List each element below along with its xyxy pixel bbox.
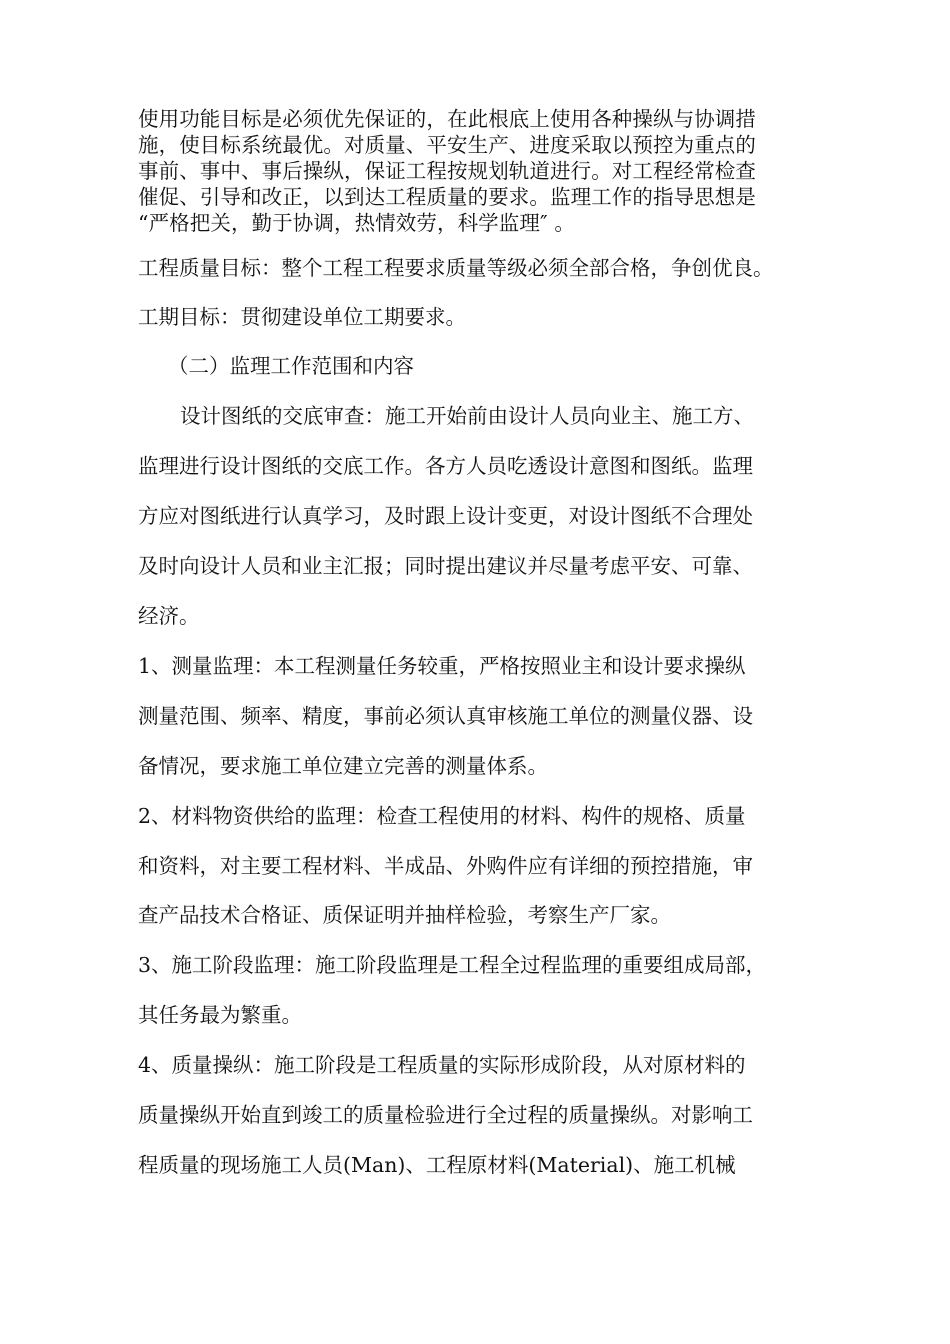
paragraph-line: 4、质量操纵：施工阶段是工程质量的实际形成阶段，从对原材料的	[138, 1053, 746, 1077]
paragraph-line: 施，使目标系统最优。对质量、平安生产、进度采取以预控为重点的	[138, 133, 756, 157]
paragraph-line: “严格把关，勤于协调，热情效劳，科学监理″ 。	[138, 211, 575, 235]
paragraph-line: 2、材料物资供给的监理：检查工程使用的材料、构件的规格、质量	[138, 804, 746, 828]
paragraph-line: 设计图纸的交底审查：施工开始前由设计人员向业主、施工方、	[180, 404, 754, 428]
paragraph-line: 经济。	[138, 604, 200, 628]
paragraph-line: 测量范围、频率、精度，事前必须认真审核施工单位的测量仪器、设	[138, 704, 753, 728]
paragraph-line: 查产品技术合格证、质保证明并抽样检验，考察生产厂家。	[138, 903, 671, 927]
paragraph-line: 1、测量监理：本工程测量任务较重，严格按照业主和设计要求操纵	[138, 654, 746, 678]
paragraph-line: 3、施工阶段监理：施工阶段监理是工程全过程监理的重要组成局部，	[138, 953, 767, 977]
paragraph-line: 和资料，对主要工程材料、半成品、外购件应有详细的预控措施，审	[138, 854, 753, 878]
paragraph-line: 质量操纵开始直到竣工的质量检验进行全过程的质量操纵。对影响工	[138, 1103, 753, 1127]
paragraph-line: 备情况，要求施工单位建立完善的测量体系。	[138, 754, 548, 778]
paragraph-line: 其任务最为繁重。	[138, 1003, 302, 1027]
paragraph-line: 使用功能目标是必须优先保证的，在此根底上使用各种操纵与协调措	[138, 107, 756, 131]
section-heading: （二）监理工作范围和内容	[168, 354, 414, 378]
paragraph-line: 方应对图纸进行认真学习，及时跟上设计变更，对设计图纸不合理处	[138, 504, 753, 528]
paragraph-line: 监理进行设计图纸的交底工作。各方人员吃透设计意图和图纸。监理	[138, 454, 753, 478]
paragraph-line: 事前、事中、事后操纵，保证工程按规划轨道进行。对工程经常检查	[138, 159, 756, 183]
paragraph-line: 程质量的现场施工人员(Man)、工程原材料(Material)、施工机械	[138, 1153, 736, 1177]
paragraph-line: 及时向设计人员和业主汇报；同时提出建议并尽量考虑平安、可靠、	[138, 554, 753, 578]
paragraph-line: 催促、引导和改正，以到达工程质量的要求。监理工作的指导思想是	[138, 185, 756, 209]
quality-goal: 工程质量目标：整个工程工程要求质量等级必须全部合格，争创优良。	[138, 256, 774, 280]
schedule-goal: 工期目标：贯彻建设单位工期要求。	[138, 305, 466, 329]
